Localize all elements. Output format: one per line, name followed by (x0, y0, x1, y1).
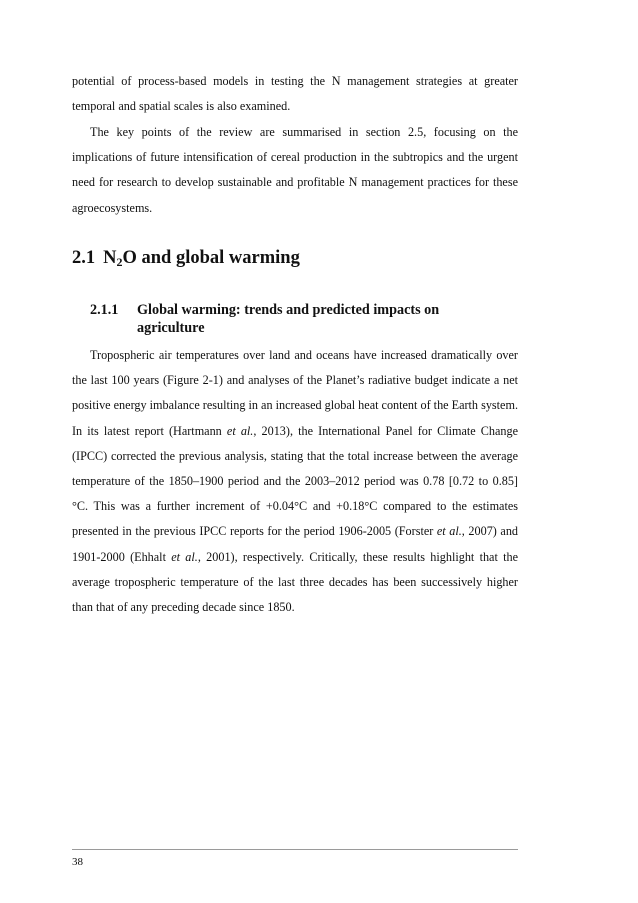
subsection-heading (90, 301, 510, 337)
paragraph-text-part: Tropospheric air temperatures over land and oceans have increased dramatically over the last 100 years (Figure 2-1) and analyses of the Planet’s radiative budget indicate a net positive energy imbalance resulting in an increased global heat content of the Earth system. In its latest report (Hartmann (72, 348, 518, 438)
paragraph-global-warming (72, 343, 518, 620)
section-number: 2.1 (72, 248, 96, 268)
paragraph-text-part: , 2007) and 1901-2000 (Ehhalt (72, 524, 519, 564)
paragraph-key-points: The key points of the review are summarised in section 2.5, focusing on the implications of future intensification of cereal production in the subtropics and the urgent need for research to develop sustainable and profitable N management practices for these agroecosystems. (72, 125, 518, 215)
paragraph-text-part: , 2001), respectively. Critically, these results highlight that the average tropospheric temperature of the last three decades has been successively higher than that of any preceding decade since 1850. (72, 549, 519, 615)
section-heading (72, 248, 300, 270)
paragraph-text-part: , 2013), the International Panel for Climate Change (IPCC) corrected the previous analysis, stating that the total increase between the average temperature of the 1850–1900 period and the 2003–2012 period was 0.78 [0.72 to 0.85] °C. This was a further increment of +0.04°C and +0.18°C compared to the estimates presented in the previous IPCC reports for the period 1906-2005 (Forster (72, 423, 519, 539)
paragraph-intro-continued: potential of process-based models in testing the N management strategies at greater temporal and spatial scales is also examined. (72, 74, 518, 114)
section-title-subscript: 2 (116, 255, 123, 269)
footer-divider (72, 849, 518, 850)
citation-et-al: et al. (226, 423, 254, 438)
subsection-number: 2.1.1 (90, 302, 119, 318)
subsection-title: Global warming: trends and predicted impacts on agriculture (137, 302, 440, 336)
section-title-n: N (103, 248, 117, 268)
citation-et-al: et al. (436, 524, 462, 539)
section-title-rest: O and global warming (122, 248, 300, 268)
page-number: 38 (72, 856, 83, 868)
citation-et-al: et al. (171, 549, 198, 564)
